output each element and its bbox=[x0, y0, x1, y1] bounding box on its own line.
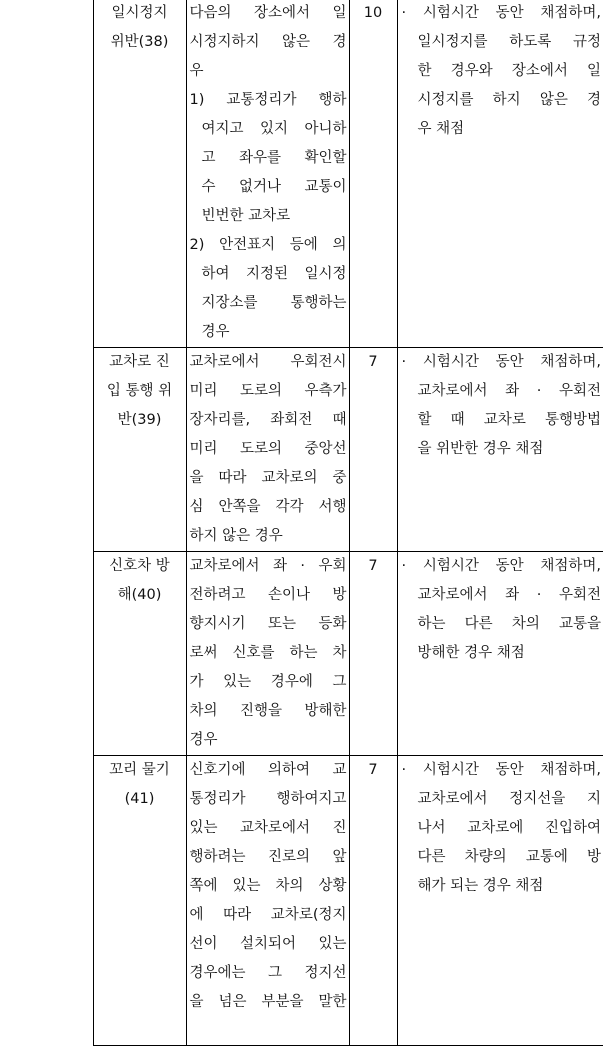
violation-name-cell bbox=[93, 756, 186, 1046]
description-line: 경우 bbox=[189, 732, 218, 748]
description-line: 1) 교통정리가 행하 bbox=[189, 92, 347, 108]
deduction-points-cell bbox=[349, 756, 397, 1046]
description-line: 다음의 장소에서 일 bbox=[189, 5, 347, 21]
description-line: 교차로에서 우회전시 bbox=[189, 354, 347, 370]
description-line: 선이 설치되어 있는 bbox=[189, 936, 347, 952]
deduction-points-value: 7 bbox=[368, 558, 378, 574]
description-line: 을 따라 교차로의 중 bbox=[189, 470, 347, 486]
description-line: 고 좌우를 확인할 bbox=[201, 150, 347, 166]
criteria-line: · 시험시간 동안 채점하며, bbox=[401, 762, 601, 778]
description-line: 미리 도로의 중앙선 bbox=[189, 441, 347, 457]
violation-name-cell bbox=[93, 0, 186, 348]
criteria-line: 시정지를 하지 않은 경 bbox=[417, 92, 601, 108]
criteria-line: 방해한 경우 채점 bbox=[417, 645, 525, 661]
blank-margin-cell bbox=[0, 0, 93, 348]
criteria-line: · 시험시간 동안 채점하며, bbox=[401, 558, 601, 574]
table-row bbox=[0, 552, 603, 756]
description-line: 통정리가 행하여지고 bbox=[189, 791, 347, 807]
violation-description-cell bbox=[186, 0, 349, 348]
violation-description-cell bbox=[186, 348, 349, 552]
violation-name-line: 해(40) bbox=[117, 587, 162, 603]
description-line: 빈번한 교차로 bbox=[201, 208, 291, 224]
criteria-line: 할 때 교차로 통행방법 bbox=[417, 412, 601, 428]
description-line: 여지고 있지 아니하 bbox=[201, 121, 347, 137]
description-line: 심 안쪽을 각각 서행 bbox=[189, 499, 347, 515]
description-line: 경우에는 그 정지선 bbox=[189, 965, 347, 981]
violation-name-line: 교차로 진 bbox=[109, 354, 170, 370]
criteria-line: 을 위반한 경우 채점 bbox=[417, 441, 544, 457]
description-line: 2) 안전표지 등에 의 bbox=[189, 237, 347, 253]
description-line: 우 bbox=[189, 63, 204, 79]
scoring-criteria-cell bbox=[397, 552, 603, 756]
deduction-points-cell bbox=[349, 552, 397, 756]
scoring-criteria-cell bbox=[397, 756, 603, 1046]
description-line: 하여 지정된 일시정 bbox=[201, 266, 347, 282]
criteria-line: 교차로에서 좌 · 우회전 bbox=[417, 383, 601, 399]
criteria-line: 교차로에서 정지선을 지 bbox=[417, 791, 601, 807]
violation-name-line: 일시정지 bbox=[111, 5, 168, 21]
description-line: 에 따라 교차로(정지 bbox=[189, 907, 347, 923]
scoring-criteria-cell bbox=[397, 0, 603, 348]
deduction-points-value: 10 bbox=[363, 5, 383, 21]
blank-margin-cell bbox=[0, 756, 93, 1046]
description-line: 쪽에 있는 차의 상황 bbox=[189, 878, 347, 894]
description-line: 미리 도로의 우측가 bbox=[189, 383, 347, 399]
criteria-line: 일시정지를 하도록 규정 bbox=[417, 34, 601, 50]
description-line: 시정지하지 않은 경 bbox=[189, 34, 347, 50]
description-line: 경우 bbox=[201, 324, 230, 340]
violation-name-line: 꼬리 물기 bbox=[109, 762, 170, 778]
criteria-line: 다른 차량의 교통에 방 bbox=[417, 849, 601, 865]
criteria-line: 교차로에서 좌 · 우회전 bbox=[417, 587, 601, 603]
criteria-line: 해가 되는 경우 채점 bbox=[417, 878, 544, 894]
description-line: 신호기에 의하여 교 bbox=[189, 762, 347, 778]
table-row bbox=[0, 0, 603, 348]
scoring-criteria-cell bbox=[397, 348, 603, 552]
description-line: 지장소를 통행하는 bbox=[201, 295, 347, 311]
violation-name-cell bbox=[93, 348, 186, 552]
violation-name-line: 위반(38) bbox=[110, 34, 169, 50]
description-line: 차의 진행을 방해한 bbox=[189, 703, 347, 719]
table-row bbox=[0, 348, 603, 552]
violation-name-cell bbox=[93, 552, 186, 756]
description-line: 행하려는 진로의 앞 bbox=[189, 849, 347, 865]
description-line: 교차로에서 좌 · 우회 bbox=[189, 558, 347, 574]
description-line: 있는 교차로에서 진 bbox=[189, 820, 347, 836]
deduction-points-value: 7 bbox=[368, 762, 378, 778]
blank-margin-cell bbox=[0, 552, 93, 756]
criteria-line: 한 경우와 장소에서 일 bbox=[417, 63, 601, 79]
description-line: 을 넘은 부분을 말한 bbox=[189, 994, 347, 1010]
violation-description-cell bbox=[186, 756, 349, 1046]
violation-name-line: (41) bbox=[124, 791, 155, 807]
table-row bbox=[0, 756, 603, 1046]
criteria-line: · 시험시간 동안 채점하며, bbox=[401, 5, 601, 21]
description-line: 향지시기 또는 등화 bbox=[189, 616, 347, 632]
description-line: 로써 신호를 하는 차 bbox=[189, 645, 347, 661]
deduction-points-cell bbox=[349, 348, 397, 552]
violation-description-cell bbox=[186, 552, 349, 756]
description-line: 가 있는 경우에 그 bbox=[189, 674, 347, 690]
violation-name-line: 입 통행 위 bbox=[106, 383, 173, 399]
description-line: 전하려고 손이나 방 bbox=[189, 587, 347, 603]
criteria-line: 우 채점 bbox=[417, 121, 465, 137]
violation-name-line: 반(39) bbox=[117, 412, 162, 428]
description-line: 하지 않은 경우 bbox=[189, 528, 283, 544]
deduction-points-value: 7 bbox=[368, 354, 378, 370]
criteria-line: · 시험시간 동안 채점하며, bbox=[401, 354, 601, 370]
blank-margin-cell bbox=[0, 348, 93, 552]
violation-name-line: 신호차 방 bbox=[109, 558, 170, 574]
deduction-points-cell bbox=[349, 0, 397, 348]
description-line: 장자리를, 좌회전 때 bbox=[189, 412, 347, 428]
description-line: 수 없거나 교통이 bbox=[201, 179, 347, 195]
criteria-line: 하는 다른 차의 교통을 bbox=[417, 616, 601, 632]
criteria-line: 나서 교차로에 진입하여 bbox=[417, 820, 601, 836]
